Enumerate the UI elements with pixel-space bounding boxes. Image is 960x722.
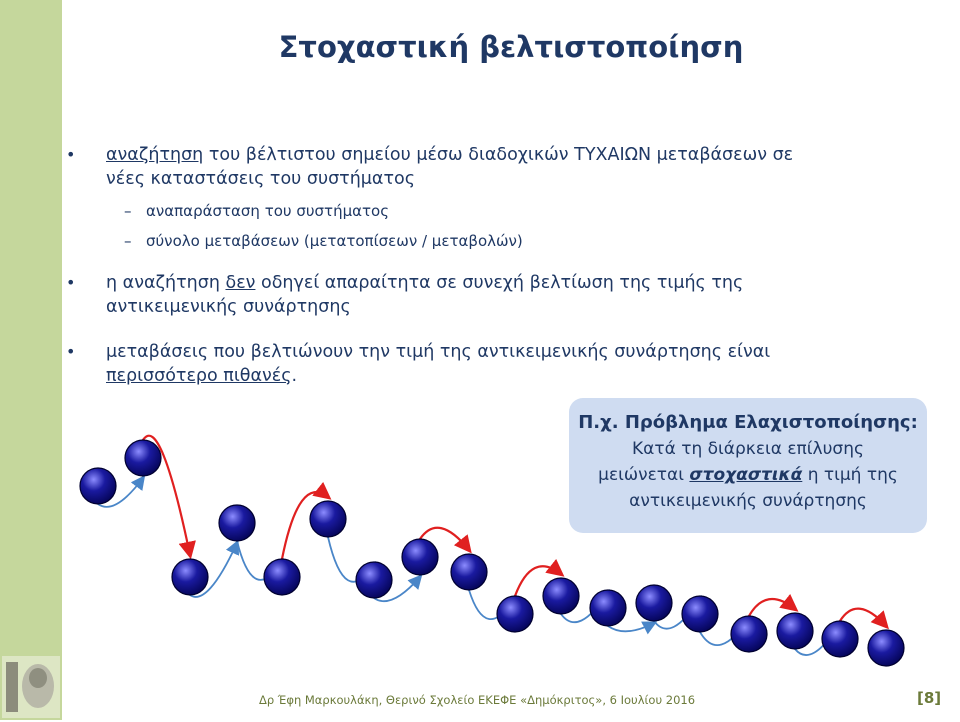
bullet-dot: • [66, 342, 76, 361]
callout-text: η τιμή της [802, 465, 898, 485]
dash: – [124, 232, 132, 250]
bullet-search-text: του βέλτιστου σημείου μέσω διαδοχικών ΤΥΧΑΙΩΝ μεταβάσεων σε [203, 145, 794, 165]
bullet-text: μεταβάσεις που βελτιώνουν την τιμή της αντικειμενικής συνάρτησης είναι [106, 342, 771, 362]
bullet-dot: • [66, 273, 76, 292]
sub-item-text: σύνολο μεταβάσεων (μετατοπίσεων / μεταβολών) [146, 232, 523, 250]
sub-item-text: αναπαράσταση του συστήματος [146, 202, 390, 220]
callout-line3: αντικειμενικής συνάρτησης [629, 491, 867, 511]
state-ball [219, 505, 255, 541]
state-ball [125, 440, 161, 476]
page-number: [8] [917, 689, 942, 707]
callout-line2 [569, 462, 927, 488]
callout-emph-stochastic: στοχαστικά [689, 465, 803, 485]
slide-title: Στοχαστική βελτιστοποίηση [278, 30, 744, 64]
state-ball [682, 596, 718, 632]
bullet-search-line2: νέες καταστάσεις του συστήματος [106, 169, 415, 189]
state-ball [777, 613, 813, 649]
bullet-emph-probable: περισσότερο πιθανές [106, 366, 292, 386]
state-ball [310, 501, 346, 537]
state-ball [543, 578, 579, 614]
bullet-period: . [291, 366, 298, 386]
state-ball [636, 585, 672, 621]
example-callout [569, 398, 927, 533]
state-ball [451, 554, 487, 590]
state-ball [868, 630, 904, 666]
state-ball [172, 559, 208, 595]
footer-text: Δρ Έφη Μαρκουλάκη, Θερινό Σχολείο ΕΚΕΦΕ «Δημόκριτος», 6 Ιουλίου 2016 [258, 693, 696, 707]
callout-text: μειώνεται [598, 465, 690, 485]
bullet-text-line2: αντικειμενικής συνάρτησης [106, 297, 351, 317]
callout-title: Π.χ. Πρόβλημα Ελαχιστοποίησης: [578, 412, 918, 433]
state-ball [822, 621, 858, 657]
state-ball [731, 616, 767, 652]
state-ball [590, 590, 626, 626]
state-ball [80, 468, 116, 504]
bullet-dot: • [66, 145, 76, 164]
bullet-search-term: αναζήτηση [106, 145, 204, 165]
bullet-emph-den: δεν [225, 273, 256, 293]
worse-transition-arrow [749, 599, 795, 616]
dash: – [124, 202, 132, 220]
state-ball [402, 539, 438, 575]
state-ball [356, 562, 392, 598]
callout-line1: Κατά τη διάρκεια επίλυσης [632, 439, 864, 459]
bullet-text: η αναζήτηση [106, 273, 226, 293]
state-ball [497, 596, 533, 632]
bullet-text: οδηγεί απαραίτητα σε συνεχή βελτίωση της τιμής της [255, 273, 744, 293]
state-ball [264, 559, 300, 595]
